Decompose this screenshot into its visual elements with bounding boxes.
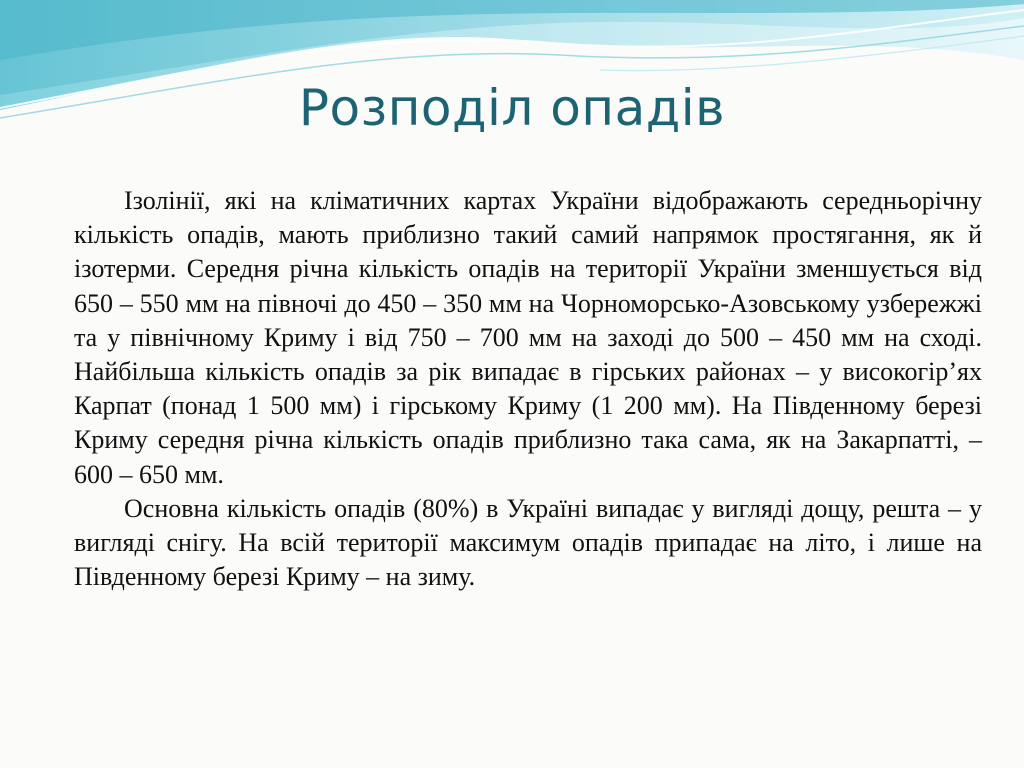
body-text (74, 184, 982, 594)
paragraph-2: Основна кількість опадів (80%) в Україні випадає у вигляді дощу, решта – у вигляді снігу. На всій території максимум опадів припадає на літо, і лише на Південному березі Криму – на зиму. (74, 493, 982, 592)
slide-title: Розподіл опадів (298, 79, 726, 137)
paragraph-1: Ізолінії, які на кліматичних картах України відображають середньорічну кількість опадів, мають приблизно такий самий напрямок простягання, як й ізотерми. Середня річна кількість опадів на території України зменшується від 650 – 550 мм на півночі до 450 – 350 мм на Чорноморсько-Азовському узбережжі та у північному Криму і від 750 – 700 мм на заході до 500 – 450 мм на сході. Найбільша кількість опадів за рік випадає в гірських районах – у високогір’ях Карпат (понад 1 500 мм) і гірському Криму (1 200 мм). На Південному березі Криму середня річна кількість опадів приблизно така сама, як на Закарпатті, – 600 – 650 мм. (74, 186, 982, 489)
